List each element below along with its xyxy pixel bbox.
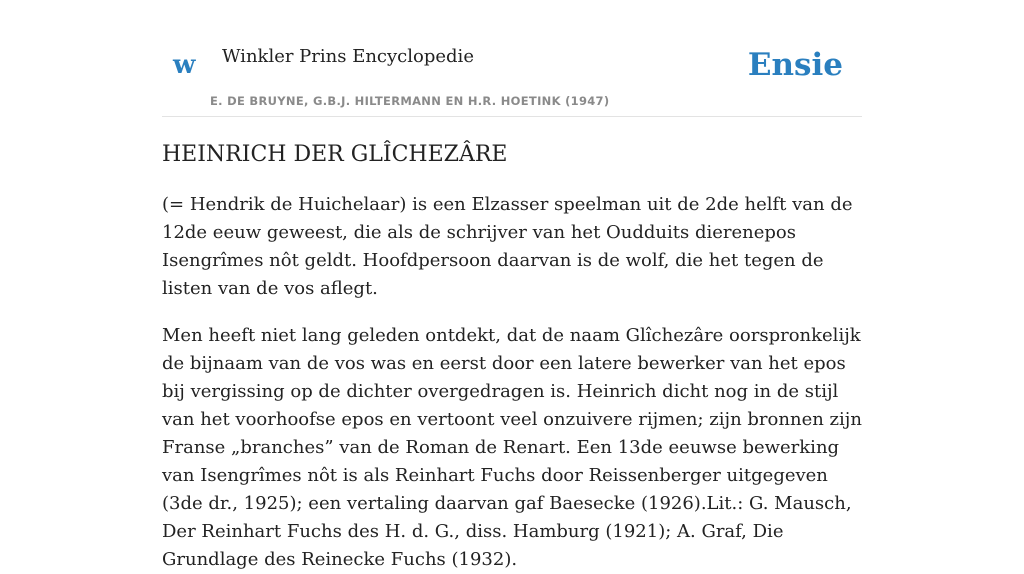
winkler-prins-logo-icon: w xyxy=(173,50,196,80)
byline: E. DE BRUYNE, G.B.J. HILTERMANN EN H.R. HOETINK (1947) xyxy=(210,94,610,108)
article-paragraph: Men heeft niet lang geleden ontdekt, dat de naam Glîchezâre oorspronkelijk de bijnaam van de vos was en eerst door een latere bewerker van het epos bij vergissing op de dichter overgedragen is. Heinrich dicht nog in de stijl van het voorhoofse epos en vertoont veel onzuivere rijmen; zijn bronnen zijn Franse „branches” van de Roman de Renart. Een 13de eeuwse bewerking van Isengrîmes nôt is als Reinhart Fuchs door Reissenberger uitgegeven (3de dr., 1925); een vertaling daarvan gaf Baesecke (1926).Lit.: G. Mausch, Der Reinhart Fuchs des H. d. G., diss. Hamburg (1921); A. Graf, Die Grundlage des Reinecke Fuchs (1932). xyxy=(162,324,862,570)
page xyxy=(162,0,862,570)
ensie-logo[interactable]: Ensie xyxy=(747,47,843,83)
header xyxy=(162,0,862,117)
article-title: HEINRICH DER GLÎCHEZÂRE xyxy=(162,142,508,167)
article-paragraph: (= Hendrik de Huichelaar) is een Elzasser speelman uit de 2de helft van de 12de eeuw geweest, die als de schrijver van het Oudduits dierenepos Isengrîmes nôt geldt. Hoofdpersoon daarvan is de wolf, die het tegen de listen van de vos aflegt. xyxy=(162,193,853,299)
source-title: Winkler Prins Encyclopedie xyxy=(222,46,474,67)
